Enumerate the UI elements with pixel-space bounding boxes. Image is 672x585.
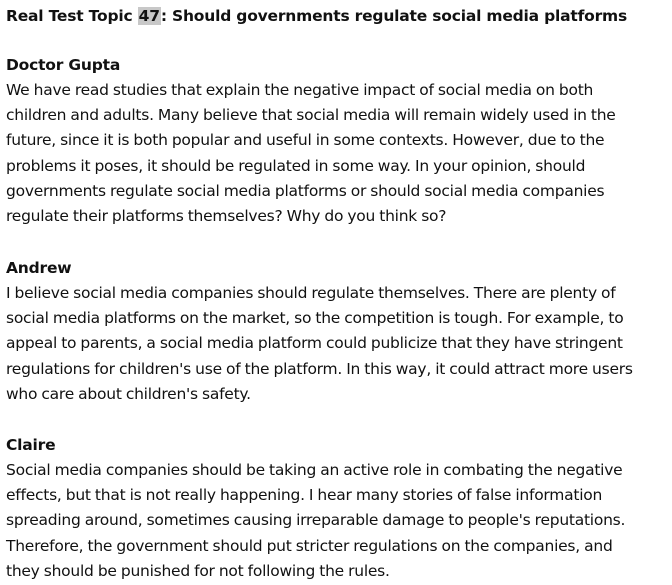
post-claire bbox=[6, 433, 670, 584]
document bbox=[6, 0, 670, 580]
post-doctor-gupta bbox=[6, 53, 670, 229]
post-text: Social media companies should be taking an active role in combating the negative effects, but that is not really happening. I hear many stories of false information spreading around, sometimes causing irreparable damage to people's reputations. Therefore, the government should put stricter regulations on the companies, and they should be punished for not following the rules. bbox=[6, 461, 626, 580]
post-andrew bbox=[6, 256, 670, 407]
title-prefix: Real Test Topic bbox=[6, 7, 138, 25]
post-text: I believe social media companies should regulate themselves. There are plenty of social media platforms on the market, so the competition is tough. For example, to appeal to parents, a social media platform could publicize that they have stringent regulations for children's use of the platform. In this way, it could attract more users who care about children's safety. bbox=[6, 284, 633, 403]
post-text: We have read studies that explain the negative impact of social media on both children and adults. Many believe that social media will remain widely used in the future, since it is both popular and useful in some contexts. However, due to the problems it poses, it should be regulated in some way. In your opinion, should governments regulate social media platforms or should social media companies regulate their platforms themselves? Why do you think so? bbox=[6, 81, 616, 226]
speaker-name: Doctor Gupta bbox=[6, 56, 121, 74]
topic-title bbox=[6, 0, 670, 27]
speaker-name: Claire bbox=[6, 436, 56, 454]
title-suffix: : Should governments regulate social media platforms bbox=[160, 7, 627, 25]
topic-number-highlight: 47 bbox=[138, 7, 160, 25]
speaker-name: Andrew bbox=[6, 259, 72, 277]
